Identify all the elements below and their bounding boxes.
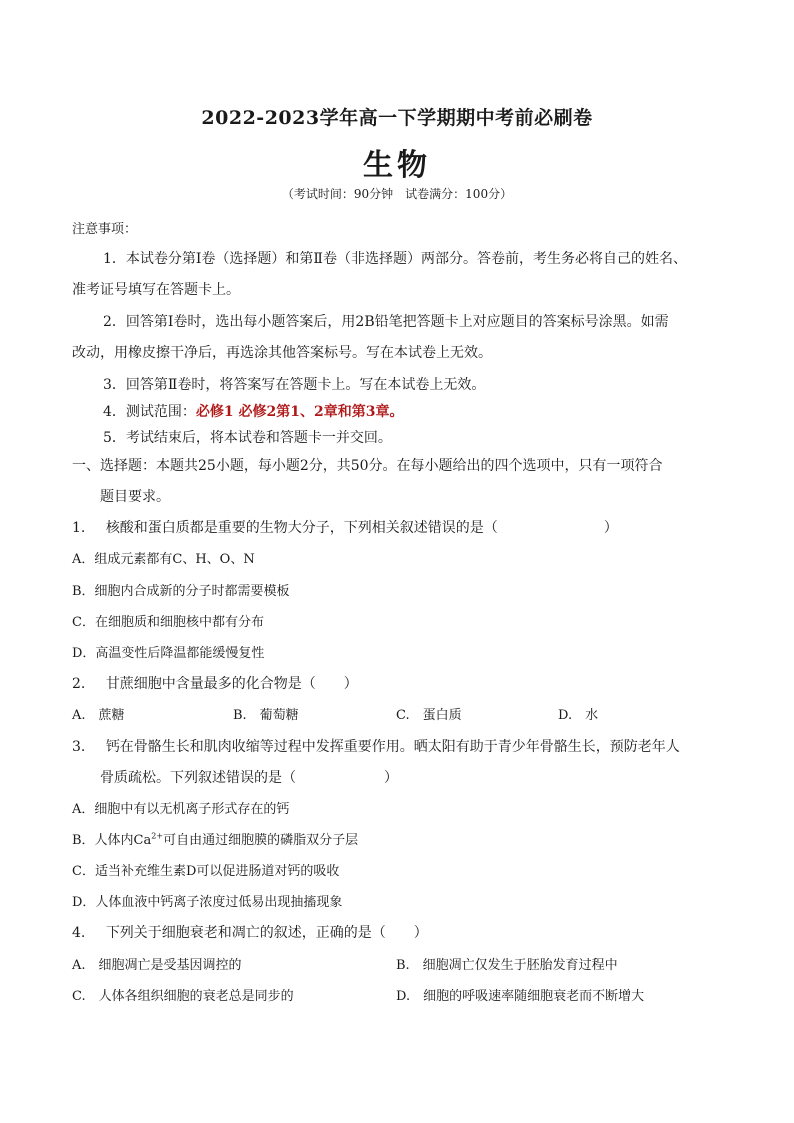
question-1-stem xyxy=(72,517,618,537)
exam-title: 2022-2023学年高一下学期期中考前必刷卷 xyxy=(201,107,593,129)
question-3-text-line-2: 骨质疏松。下列叙述错误的是（ xyxy=(100,770,296,786)
question-4-option-c: C. 人体各组织细胞的衰老总是同步的 xyxy=(72,989,294,1004)
exam-info: （考试时间：90分钟 试卷满分：100分） xyxy=(281,187,513,201)
notice-item-3: 3．回答第Ⅱ卷时，将答案写在答题卡上。写在本试卷上无效。 xyxy=(103,377,486,393)
question-3-stem-line-2 xyxy=(100,767,398,787)
question-1-option-c: C．在细胞质和细胞核中都有分布 xyxy=(72,615,264,630)
question-2-option-a: A. 蔗糖 xyxy=(72,708,125,723)
section-heading-line-1: 一、选择题：本题共25小题，每小题2分，共50分。在每小题给出的四个选项中，只有一项符合 xyxy=(72,458,663,474)
question-2-option-d: D. 水 xyxy=(558,708,599,723)
question-2-number: 2. xyxy=(72,676,86,692)
question-2-stem xyxy=(72,673,358,693)
question-2-text: 甘蔗细胞中含量最多的化合物是（ ） xyxy=(105,676,358,692)
question-3-option-c: C．适当补充维生素D可以促进肠道对钙的吸收 xyxy=(72,864,340,879)
question-1-number: 1. xyxy=(72,520,86,536)
ion-charge: 2+ xyxy=(151,831,164,841)
question-1-option-a: A．组成元素都有C、H、O、N xyxy=(72,552,255,567)
question-3-option-b-pre: B．人体内Ca xyxy=(72,833,152,848)
notice-item-2-line-1: 2．回答第Ⅰ卷时，选出每小题答案后，用2B铅笔把答题卡上对应题目的答案标号涂黑。如需 xyxy=(103,314,669,330)
question-1-option-d: D．高温变性后降温都能缓慢复性 xyxy=(72,646,265,661)
question-3-stem-line-1 xyxy=(72,736,680,756)
question-3-number: 3. xyxy=(72,739,86,755)
question-3-text-line-1: 钙在骨骼生长和肌肉收缩等过程中发挥重要作用。晒太阳有助于青少年骨骼生长，预防老年人 xyxy=(105,739,680,755)
question-1-text: 核酸和蛋白质都是重要的生物大分子，下列相关叙述错误的是（ xyxy=(105,520,498,536)
question-1-option-b: B．细胞内合成新的分子时都需要模板 xyxy=(72,584,290,599)
notice-item-5: 5．考试结束后，将本试卷和答题卡一并交回。 xyxy=(103,430,392,446)
notice-item-2-line-2: 改动，用橡皮擦干净后，再选涂其他答案标号。写在本试卷上无效。 xyxy=(72,345,492,361)
question-2-option-b: B. 葡萄糖 xyxy=(233,708,299,723)
question-3-close-paren: ） xyxy=(384,770,398,786)
question-4-option-b: B. 细胞凋亡仅发生于胚胎发育过程中 xyxy=(396,958,618,973)
notice-item-1-line-2: 准考证号填写在答题卡上。 xyxy=(72,282,240,298)
question-4-number: 4. xyxy=(72,925,86,941)
question-4-stem xyxy=(72,922,428,942)
notice-item-4 xyxy=(103,401,404,421)
test-scope: 必修1 必修2第1、2章和第3章。 xyxy=(195,404,404,420)
question-3-option-d: D．人体血液中钙离子浓度过低易出现抽搐现象 xyxy=(72,895,343,910)
notice-heading: 注意事项： xyxy=(72,222,138,237)
question-3-option-b xyxy=(72,829,358,848)
question-4-option-d: D. 细胞的呼吸速率随细胞衰老而不断增大 xyxy=(396,989,645,1004)
notice-item-1-line-1: 1．本试卷分第Ⅰ卷（选择题）和第Ⅱ卷（非选择题）两部分。答卷前，考生务必将自己的姓名、 xyxy=(103,251,687,267)
subject-title: 生物 xyxy=(363,148,431,183)
section-heading-line-2: 题目要求。 xyxy=(100,489,170,505)
question-1-close-paren: ） xyxy=(603,520,618,536)
question-3-option-a: A．细胞中有以无机离子形式存在的钙 xyxy=(72,802,290,817)
question-4-option-a: A. 细胞凋亡是受基因调控的 xyxy=(72,958,242,973)
question-4-text: 下列关于细胞衰老和凋亡的叙述，正确的是（ ） xyxy=(105,925,428,941)
question-2-option-c: C. 蛋白质 xyxy=(396,708,462,723)
notice-item-4-label: 4．测试范围： xyxy=(103,404,196,420)
question-3-option-b-post: 可自由通过细胞膜的磷脂双分子层 xyxy=(163,833,359,848)
